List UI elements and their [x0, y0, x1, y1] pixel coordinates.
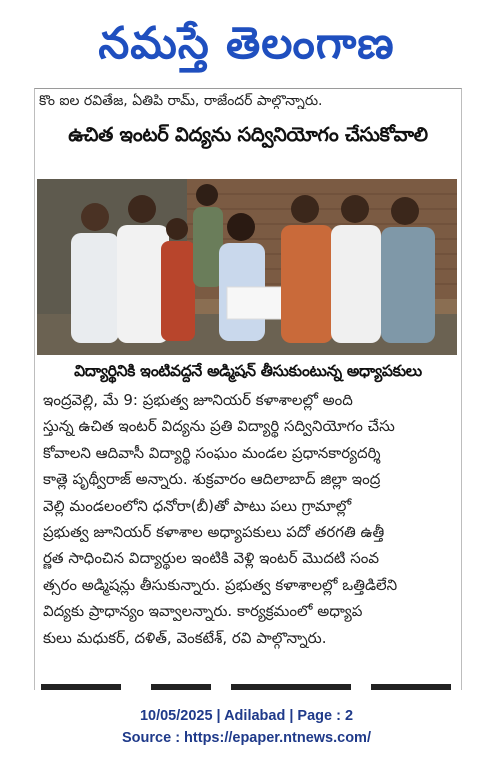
body-line: ప్రభుత్వ జూనియర్ కళాశాల అధ్యాపకులు పదో తరగతి ఉత్తీ [43, 523, 385, 542]
cut-off-next-article [41, 681, 457, 690]
body-line: ఇంద్రవెల్లి, మే 9: ప్రభుత్వ జూనియర్ కళాశాలల్లో అంది [43, 391, 353, 409]
body-line: ర్ణత సాధించిన విద్యార్థుల ఇంటికి వెళ్లి ఇంటర్ మొదటి సంవ [43, 549, 380, 568]
news-clipping [34, 88, 462, 690]
cut-off-previous-article-line: కొం ఐల రవితేజ, ఏతిపి రామ్, రాజేందర్ పాల్గొన్నారు. [39, 93, 323, 109]
body-line: త్సరం అడ్మిషన్లు తీసుకున్నారు. ప్రభుత్వ కళాశాలల్లో ఒత్తిడిలేని [43, 575, 398, 594]
footer-date-edition-page: 10/05/2025 | Adilabad | Page : 2 [139, 708, 354, 724]
article-body [43, 387, 455, 651]
footer-source-link[interactable]: Source : https://epaper.ntnews.com/ [122, 730, 371, 746]
article-headline: ఉచిత ఇంటర్ విద్యను సద్వినియోగం చేసుకోవాలి [68, 123, 428, 146]
body-line: విద్యకు ప్రాధాన్యం ఇవ్వాలన్నారు. కార్యక్రమంలో అధ్యాప [43, 602, 363, 621]
photo-caption: విద్యార్థినికి ఇంటివద్దనే అడ్మిషన్ తీసుకుంటున్న అధ్యాపకులు [74, 362, 422, 380]
article-photo [37, 179, 457, 355]
newspaper-masthead [0, 0, 493, 88]
body-line: కాత్లె పృథ్వీరాజ్ అన్నారు. శుక్రవారం ఆదిలాబాద్ జిల్లా ఇంద్ర [43, 470, 381, 489]
body-line: వెల్లి మండలంలోని ధనోరా(బీ)తో పాటు పలు గ్రామాల్లో [43, 496, 352, 515]
masthead-logo: నమస్తే తెలంగాణ [98, 18, 395, 69]
body-line: కులు మధుకర్, దళిత్, వెంకటేశ్, రవి పాల్గొన్నారు. [43, 628, 327, 647]
body-line: కోవాలని ఆదివాసీ విద్యార్థి సంఘం మండల ప్రధానకార్యదర్శి [43, 443, 381, 462]
body-line: స్తున్న ఉచిత ఇంటర్ విద్యను ప్రతి విద్యార్థి సద్వినియోగం చేసు [43, 417, 395, 436]
